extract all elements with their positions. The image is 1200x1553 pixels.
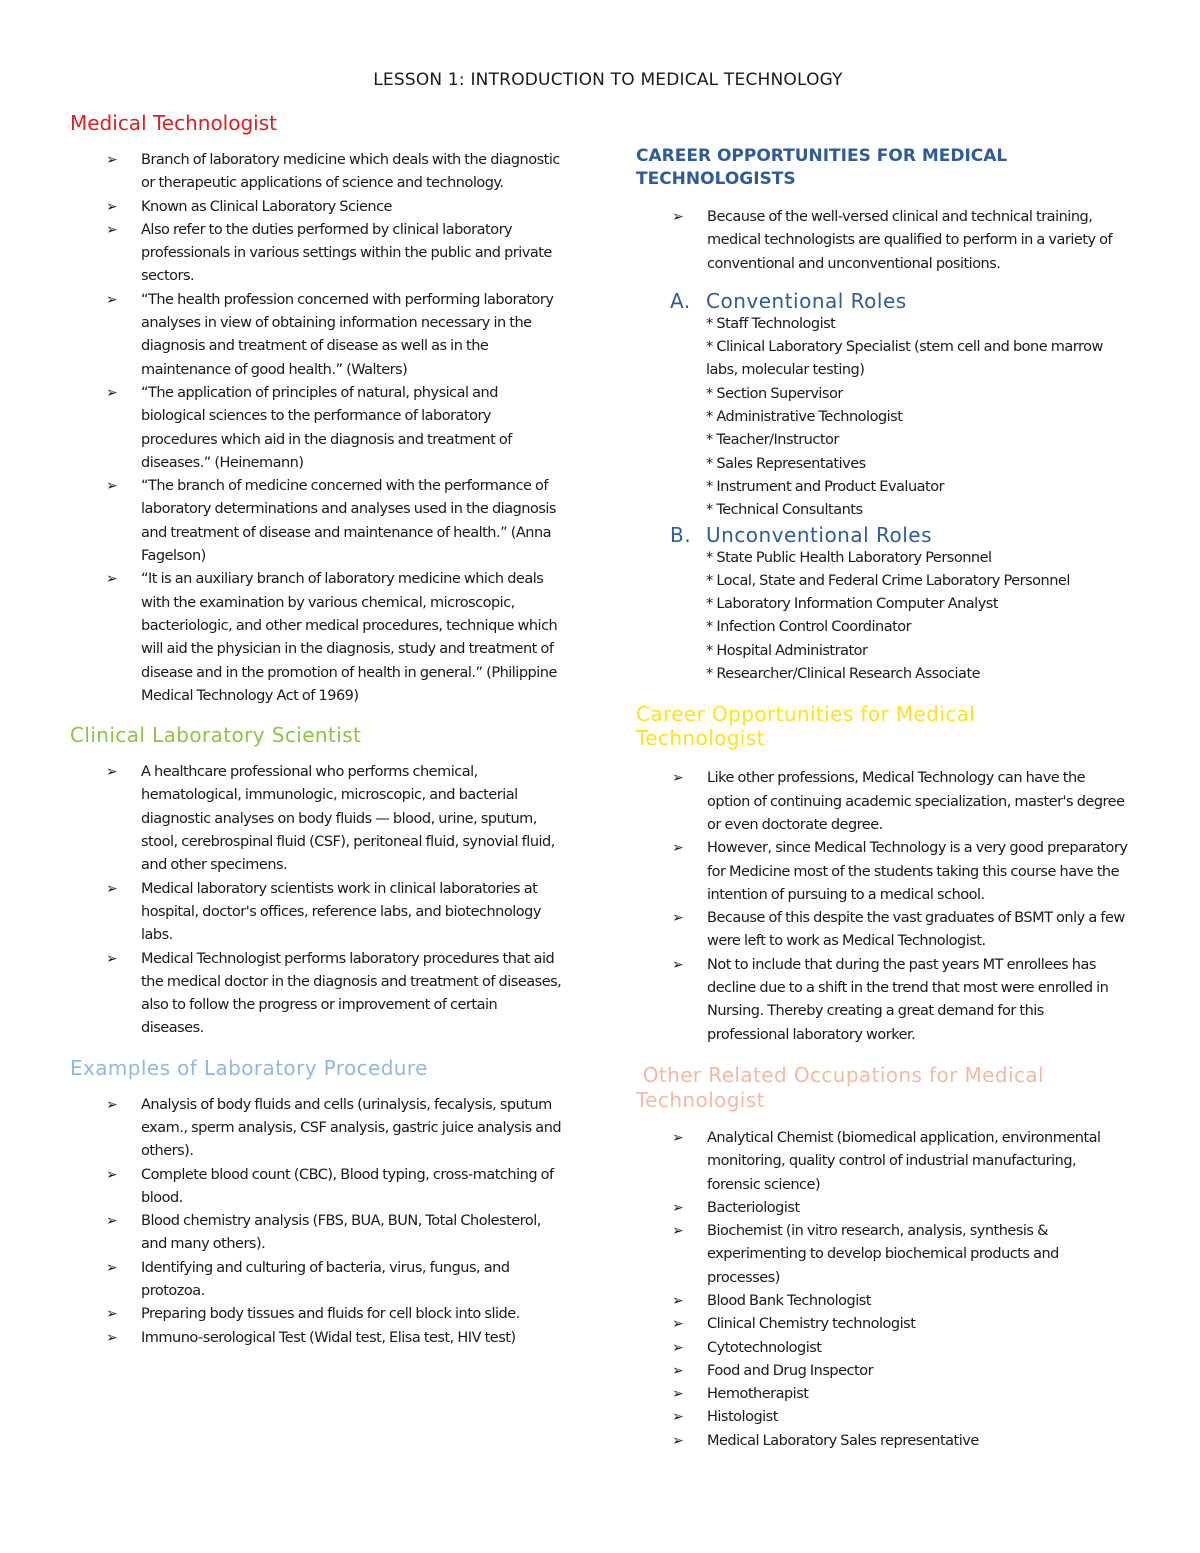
heading-medical-technologist: Medical Technologist — [70, 111, 277, 135]
heading-unconventional-roles — [636, 523, 1136, 547]
list-item: ➢ “It is an auxiliary branch of laboratory medicine which deals with the examination by various chemical, microscopic, bacteriologic, and other medical procedures, technique which will aid the physician in the diagnosis, study and treatment of disease and in the promotion of health in general.” (Philippine Medical Technology Act of 1969) — [70, 568, 562, 708]
career2-list — [636, 767, 1136, 1047]
arrow-bullet-icon: ➢ — [672, 1339, 684, 1356]
arrow-bullet-icon: ➢ — [672, 956, 684, 973]
list-item: ➢ Hemotherapist — [636, 1383, 1128, 1406]
list-item: ➢ “The application of principles of natural, physical and biological sciences to the performance of laboratory procedures which aid in the diagnosis and treatment of diseases.” (Heinemann) — [70, 382, 562, 475]
heading-clinical-laboratory-scientist: Clinical Laboratory Scientist — [70, 723, 362, 748]
heading-conventional-roles — [636, 289, 1136, 313]
arrow-bullet-icon: ➢ — [672, 1386, 684, 1403]
list-item: * Instrument and Product Evaluator — [706, 478, 945, 495]
arrow-bullet-icon: ➢ — [106, 198, 118, 215]
arrow-bullet-icon: ➢ — [106, 478, 118, 495]
list-item: ➢ Not to include that during the past years MT enrollees has decline due to a shift in the trend that most were enrolled in Nursing. Thereby creating a great demand for this professional laboratory worker. — [636, 954, 1128, 1047]
role-letter: A. — [670, 288, 691, 313]
arrow-bullet-icon: ➢ — [106, 571, 118, 588]
list-item: * Sales Representatives — [706, 455, 866, 472]
role-title: Unconventional Roles — [706, 522, 933, 547]
list-item: ➢ Medical Technologist performs laboratory procedures that aid the medical doctor in the diagnosis and treatment of diseases, also to follow the progress or improvement of certain diseases. — [70, 948, 562, 1041]
section-career-opportunities-medtech — [636, 702, 1136, 1047]
list-item: ➢ Analysis of body fluids and cells (urinalysis, fecalysis, sputum exam., sperm analysis, CSF analysis, gastric juice analysis and others). — [70, 1094, 562, 1164]
list-item: ➢ Medical Laboratory Sales representative — [636, 1430, 1128, 1453]
list-item: ➢ “The health profession concerned with performing laboratory analyses in view of obtaining information necessary in the diagnosis and treatment of disease as well as in the maintenance of good health.” (Walters) — [70, 289, 562, 382]
list-item: ➢ Food and Drug Inspector — [636, 1360, 1128, 1383]
list-item: ➢ A healthcare professional who performs chemical, hematological, immunologic, microscopic, and bacterial diagnostic analyses on body fluids — blood, urine, sputum, stool, cerebrospinal fluid (CSF), peritoneal fluid, synovial fluid, and other specimens. — [70, 761, 562, 877]
heading-examples-laboratory-procedure: Examples of Laboratory Procedure — [70, 1055, 428, 1080]
list-item: * Laboratory Information Computer Analyst — [706, 596, 999, 613]
arrow-bullet-icon: ➢ — [672, 209, 684, 225]
arrow-bullet-icon: ➢ — [672, 840, 684, 857]
conventional-roles-list — [636, 313, 1136, 523]
section-career-opportunities — [636, 145, 1136, 276]
cls-list — [70, 761, 570, 1041]
list-item: ➢ Cytotechnologist — [636, 1337, 1128, 1360]
list-item: * State Public Health Laboratory Personnel — [706, 549, 992, 566]
list-item: * Technical Consultants — [706, 502, 863, 519]
arrow-bullet-icon: ➢ — [106, 152, 118, 168]
list-item: ➢ Because of the well-versed clinical and technical training, medical technologists are qualified to perform in a variety of conventional and unconventional positions. — [636, 206, 1128, 276]
arrow-bullet-icon: ➢ — [106, 1329, 118, 1346]
arrow-bullet-icon: ➢ — [672, 1316, 684, 1333]
list-item: ➢ However, since Medical Technology is a very good preparatory for Medicine most of the students taking this course have the intention of pursuing to a medical school. — [636, 837, 1128, 907]
heading-career-opportunities: CAREER OPPORTUNITIES FOR MEDICAL TECHNOLOGISTS — [636, 146, 1008, 189]
list-item: ➢ Because of this despite the vast graduates of BSMT only a few were left to work as Medical Technologist. — [636, 907, 1128, 954]
arrow-bullet-icon: ➢ — [106, 1259, 118, 1276]
list-item: * Local, State and Federal Crime Laboratory Personnel — [706, 572, 1070, 589]
arrow-bullet-icon: ➢ — [106, 950, 118, 967]
arrow-bullet-icon: ➢ — [106, 291, 118, 308]
arrow-bullet-icon: ➢ — [106, 221, 118, 238]
list-item: ➢ Branch of laboratory medicine which deals with the diagnostic or therapeutic applications of science and technology. — [70, 149, 562, 196]
list-item: ➢ Identifying and culturing of bacteria, virus, fungus, and protozoa. — [70, 1257, 562, 1304]
career-list — [636, 206, 1136, 276]
medtech-list — [70, 149, 570, 708]
heading-career-opportunities-medtech: Career Opportunities for Medical Technologist — [636, 702, 976, 751]
arrow-bullet-icon: ➢ — [672, 910, 684, 927]
list-item: ➢ Clinical Chemistry technologist — [636, 1313, 1128, 1336]
list-item: * Section Supervisor — [706, 385, 843, 402]
arrow-bullet-icon: ➢ — [672, 1292, 684, 1309]
list-item: ➢ Histologist — [636, 1406, 1128, 1429]
list-item: * Hospital Administrator — [706, 642, 868, 659]
list-item: ➢ Complete blood count (CBC), Blood typing, cross-matching of blood. — [70, 1164, 562, 1211]
list-item: ➢ Also refer to the duties performed by clinical laboratory professionals in various settings within the public and private sectors. — [70, 219, 562, 289]
arrow-bullet-icon: ➢ — [106, 1166, 118, 1183]
list-item: * Clinical Laboratory Specialist (stem cell and bone marrow labs, molecular testing) — [706, 339, 1103, 379]
arrow-bullet-icon: ➢ — [672, 1129, 684, 1146]
arrow-bullet-icon: ➢ — [106, 764, 118, 781]
section-other-related-occupations — [636, 1063, 1136, 1453]
list-item: ➢ Like other professions, Medical Technology can have the option of continuing academic specialization, master's degree or even doctorate degree. — [636, 767, 1128, 837]
unconventional-roles-list — [636, 547, 1136, 687]
list-item: * Administrative Technologist — [706, 409, 903, 426]
other-occupations-list — [636, 1127, 1136, 1453]
arrow-bullet-icon: ➢ — [106, 1306, 118, 1323]
role-title: Conventional Roles — [706, 288, 907, 313]
right-column — [636, 145, 1136, 1453]
list-item: ➢ Blood Bank Technologist — [636, 1290, 1128, 1313]
left-column — [70, 110, 570, 1350]
list-item: * Staff Technologist — [706, 315, 836, 332]
list-item: ➢ Preparing body tissues and fluids for cell block into slide. — [70, 1303, 562, 1326]
list-item: ➢ “The branch of medicine concerned with the performance of laboratory determinations and analyses used in the diagnosis and treatment of disease and maintenance of health.” (Anna Fagelson) — [70, 475, 562, 568]
list-item: ➢ Analytical Chemist (biomedical application, environmental monitoring, quality control of industrial manufacturing, forensic science) — [636, 1127, 1128, 1197]
arrow-bullet-icon: ➢ — [672, 1409, 684, 1426]
section-unconventional-roles — [636, 523, 1136, 687]
arrow-bullet-icon: ➢ — [672, 1199, 684, 1216]
heading-other-related-occupations: Other Related Occupations for Medical Technologist — [636, 1062, 1051, 1112]
section-examples-laboratory-procedure — [70, 1055, 570, 1350]
arrow-bullet-icon: ➢ — [672, 770, 684, 787]
document-title: LESSON 1: INTRODUCTION TO MEDICAL TECHNOLOGY — [373, 70, 843, 90]
list-item: * Infection Control Coordinator — [706, 619, 912, 636]
list-item: ➢ Biochemist (in vitro research, analysis, synthesis & experimenting to develop biochemical products and processes) — [636, 1220, 1128, 1290]
section-conventional-roles — [636, 289, 1136, 523]
examples-list — [70, 1094, 570, 1350]
arrow-bullet-icon: ➢ — [106, 1213, 118, 1230]
list-item: ➢ Bacteriologist — [636, 1197, 1128, 1220]
list-item: ➢ Known as Clinical Laboratory Science — [70, 196, 562, 219]
list-item: ➢ Medical laboratory scientists work in clinical laboratories at hospital, doctor's offices, reference labs, and biotechnology labs. — [70, 878, 562, 948]
role-letter: B. — [670, 522, 692, 547]
list-item: ➢ Immuno-serological Test (Widal test, Elisa test, HIV test) — [70, 1327, 562, 1350]
section-clinical-laboratory-scientist — [70, 722, 570, 1041]
arrow-bullet-icon: ➢ — [106, 384, 118, 401]
list-item: * Teacher/Instructor — [706, 432, 839, 449]
arrow-bullet-icon: ➢ — [672, 1432, 684, 1449]
list-item: * Researcher/Clinical Research Associate — [706, 666, 981, 683]
arrow-bullet-icon: ➢ — [106, 1096, 118, 1113]
section-medical-technologist — [70, 110, 570, 708]
list-item: ➢ Blood chemistry analysis (FBS, BUA, BUN, Total Cholesterol, and many others). — [70, 1210, 562, 1257]
arrow-bullet-icon: ➢ — [106, 880, 118, 897]
arrow-bullet-icon: ➢ — [672, 1362, 684, 1379]
arrow-bullet-icon: ➢ — [672, 1223, 684, 1240]
